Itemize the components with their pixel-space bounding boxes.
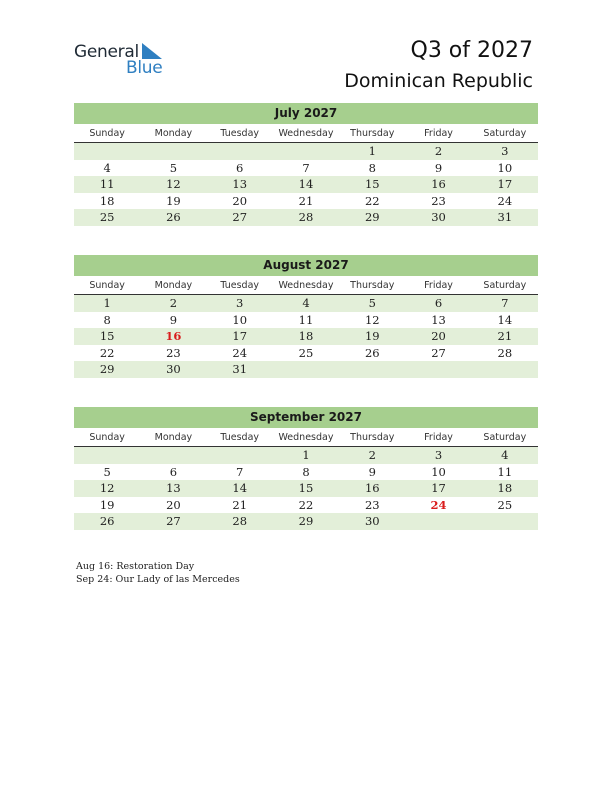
day-cell: 7 <box>501 296 509 310</box>
week-row <box>74 361 538 378</box>
day-cell: 24 <box>497 193 513 208</box>
day-cell: 3 <box>236 296 244 310</box>
brand-word-blue: Blue <box>126 58 163 78</box>
weekday-label: Thursday <box>350 280 395 291</box>
day-cell: 27 <box>232 210 248 224</box>
week-row <box>74 513 538 530</box>
day-cell: 5 <box>103 464 111 479</box>
day-cell: 16 <box>364 481 380 495</box>
month-title: September 2027 <box>74 407 538 428</box>
day-cell: 4 <box>302 296 310 310</box>
day-cell: 20 <box>166 497 181 512</box>
weekday-label: Saturday <box>483 280 527 291</box>
week-row <box>74 312 538 329</box>
day-cell: 30 <box>364 514 380 528</box>
day-cell: 13 <box>232 177 248 191</box>
month-july <box>74 103 538 226</box>
day-cell: 1 <box>103 296 111 310</box>
day-cell: 2 <box>434 144 443 158</box>
day-cell: 7 <box>302 160 310 175</box>
day-cell: 9 <box>434 160 443 175</box>
day-cell: 21 <box>298 193 314 208</box>
day-cell <box>405 513 471 530</box>
holiday-notes <box>76 560 240 586</box>
country-name: Dominican Republic <box>344 70 533 92</box>
month-title: August 2027 <box>74 255 538 276</box>
day-cell: 27 <box>166 514 181 528</box>
day-cell: 29 <box>364 210 380 224</box>
day-cell <box>273 143 339 160</box>
day-cell: 10 <box>431 464 446 479</box>
day-cell: 3 <box>501 144 509 158</box>
day-cell: 28 <box>497 345 513 360</box>
day-cell <box>339 361 405 378</box>
day-cell: 26 <box>166 210 181 224</box>
week-row <box>74 464 538 481</box>
day-cell: 28 <box>298 210 314 224</box>
day-cell: 4 <box>501 448 509 462</box>
day-cell: 14 <box>298 177 314 191</box>
weekday-label: Wednesday <box>278 432 334 443</box>
day-cell: 30 <box>431 210 446 224</box>
day-cell: 11 <box>99 177 115 191</box>
day-cell: 28 <box>232 514 248 528</box>
day-cell: 7 <box>236 464 244 479</box>
week-row <box>74 497 538 514</box>
day-cell: 31 <box>232 362 248 376</box>
day-cell: 19 <box>364 329 380 343</box>
day-cell: 19 <box>99 497 115 512</box>
day-cell: 25 <box>99 210 115 224</box>
weekday-label: Tuesday <box>220 280 260 291</box>
day-cell: 31 <box>497 210 513 224</box>
week-row <box>74 143 538 160</box>
day-cell: 12 <box>166 177 181 191</box>
day-cell: 8 <box>368 160 376 175</box>
day-cell <box>74 447 140 464</box>
weekday-label: Sunday <box>89 432 125 443</box>
week-row <box>74 328 538 345</box>
weekday-label: Friday <box>424 432 453 443</box>
holiday-date: 24 <box>430 497 447 512</box>
week-row <box>74 480 538 497</box>
day-cell <box>140 143 206 160</box>
weekday-label: Thursday <box>350 128 395 139</box>
day-cell: 5 <box>368 296 376 310</box>
week-row <box>74 295 538 312</box>
holiday-date: 16 <box>165 329 182 343</box>
day-cell: 15 <box>99 329 115 343</box>
day-cell: 18 <box>298 329 314 343</box>
brand-logo <box>74 42 174 78</box>
weekday-label: Saturday <box>483 432 527 443</box>
weekday-label: Monday <box>154 128 193 139</box>
weekday-label: Sunday <box>89 128 125 139</box>
day-cell: 2 <box>368 448 376 462</box>
week-row <box>74 176 538 193</box>
day-cell: 20 <box>431 329 446 343</box>
day-cell: 14 <box>497 312 513 327</box>
day-cell: 13 <box>166 481 181 495</box>
day-cell: 3 <box>434 448 443 462</box>
weekday-header <box>74 278 538 295</box>
weekday-label: Sunday <box>89 280 125 291</box>
day-cell <box>207 447 273 464</box>
day-cell: 8 <box>103 312 111 327</box>
weekday-label: Thursday <box>350 432 395 443</box>
day-cell <box>273 361 339 378</box>
weekday-header <box>74 126 538 143</box>
day-cell: 29 <box>99 362 115 376</box>
day-cell: 23 <box>364 497 380 512</box>
day-cell: 17 <box>232 329 248 343</box>
day-cell: 20 <box>232 193 248 208</box>
day-cell: 6 <box>434 296 443 310</box>
day-cell: 1 <box>302 448 310 462</box>
day-cell: 4 <box>103 160 111 175</box>
month-september <box>74 407 538 530</box>
week-row <box>74 160 538 177</box>
day-cell: 6 <box>236 160 244 175</box>
day-cell: 12 <box>364 312 380 327</box>
holiday-note: Aug 16: Restoration Day <box>76 561 195 572</box>
day-cell: 15 <box>364 177 380 191</box>
weekday-header <box>74 430 538 447</box>
month-title: July 2027 <box>74 103 538 124</box>
week-row <box>74 193 538 210</box>
weekday-label: Tuesday <box>220 128 260 139</box>
day-cell: 14 <box>232 481 248 495</box>
day-cell <box>405 361 471 378</box>
day-cell: 18 <box>99 193 115 208</box>
day-cell: 8 <box>302 464 310 479</box>
day-cell <box>74 143 140 160</box>
day-cell: 6 <box>169 464 178 479</box>
day-cell: 22 <box>99 345 115 360</box>
weekday-label: Wednesday <box>278 280 334 291</box>
weekday-label: Tuesday <box>220 432 260 443</box>
day-cell: 19 <box>166 193 181 208</box>
weekday-label: Friday <box>424 280 453 291</box>
week-row <box>74 447 538 464</box>
day-cell: 29 <box>298 514 314 528</box>
weekday-label: Saturday <box>483 128 527 139</box>
day-cell: 10 <box>497 160 513 175</box>
day-cell: 15 <box>298 481 314 495</box>
day-cell: 27 <box>431 345 446 360</box>
day-cell: 23 <box>431 193 446 208</box>
day-cell: 1 <box>368 144 376 158</box>
week-row <box>74 209 538 226</box>
weekday-label: Monday <box>154 432 193 443</box>
day-cell: 17 <box>431 481 446 495</box>
day-cell <box>472 513 538 530</box>
day-cell: 16 <box>431 177 446 191</box>
day-cell: 12 <box>99 481 115 495</box>
day-cell: 17 <box>497 177 513 191</box>
brand-word-general: General <box>74 42 139 62</box>
weekday-label: Wednesday <box>278 128 334 139</box>
day-cell <box>140 447 206 464</box>
day-cell <box>472 361 538 378</box>
day-cell: 26 <box>99 514 115 528</box>
holiday-note: Sep 24: Our Lady of las Mercedes <box>76 574 240 585</box>
day-cell: 21 <box>232 497 248 512</box>
page-title: Q3 of 2027 <box>410 38 533 63</box>
day-cell: 23 <box>166 345 181 360</box>
day-cell: 30 <box>166 362 181 376</box>
weekday-label: Friday <box>424 128 453 139</box>
day-cell: 2 <box>169 296 178 310</box>
month-august <box>74 255 538 378</box>
day-cell: 13 <box>431 312 446 327</box>
day-cell: 9 <box>368 464 376 479</box>
day-cell: 18 <box>497 481 513 495</box>
day-cell: 22 <box>364 193 380 208</box>
day-cell <box>207 143 273 160</box>
day-cell: 24 <box>232 345 248 360</box>
day-cell: 22 <box>298 497 314 512</box>
weekday-label: Monday <box>154 280 193 291</box>
day-cell: 25 <box>298 345 314 360</box>
day-cell: 11 <box>298 312 314 327</box>
week-row <box>74 345 538 362</box>
day-cell: 11 <box>497 464 513 479</box>
day-cell: 21 <box>497 329 513 343</box>
day-cell: 9 <box>169 312 178 327</box>
day-cell: 26 <box>364 345 380 360</box>
day-cell: 25 <box>497 497 513 512</box>
day-cell: 10 <box>232 312 248 327</box>
day-cell: 5 <box>169 160 178 175</box>
